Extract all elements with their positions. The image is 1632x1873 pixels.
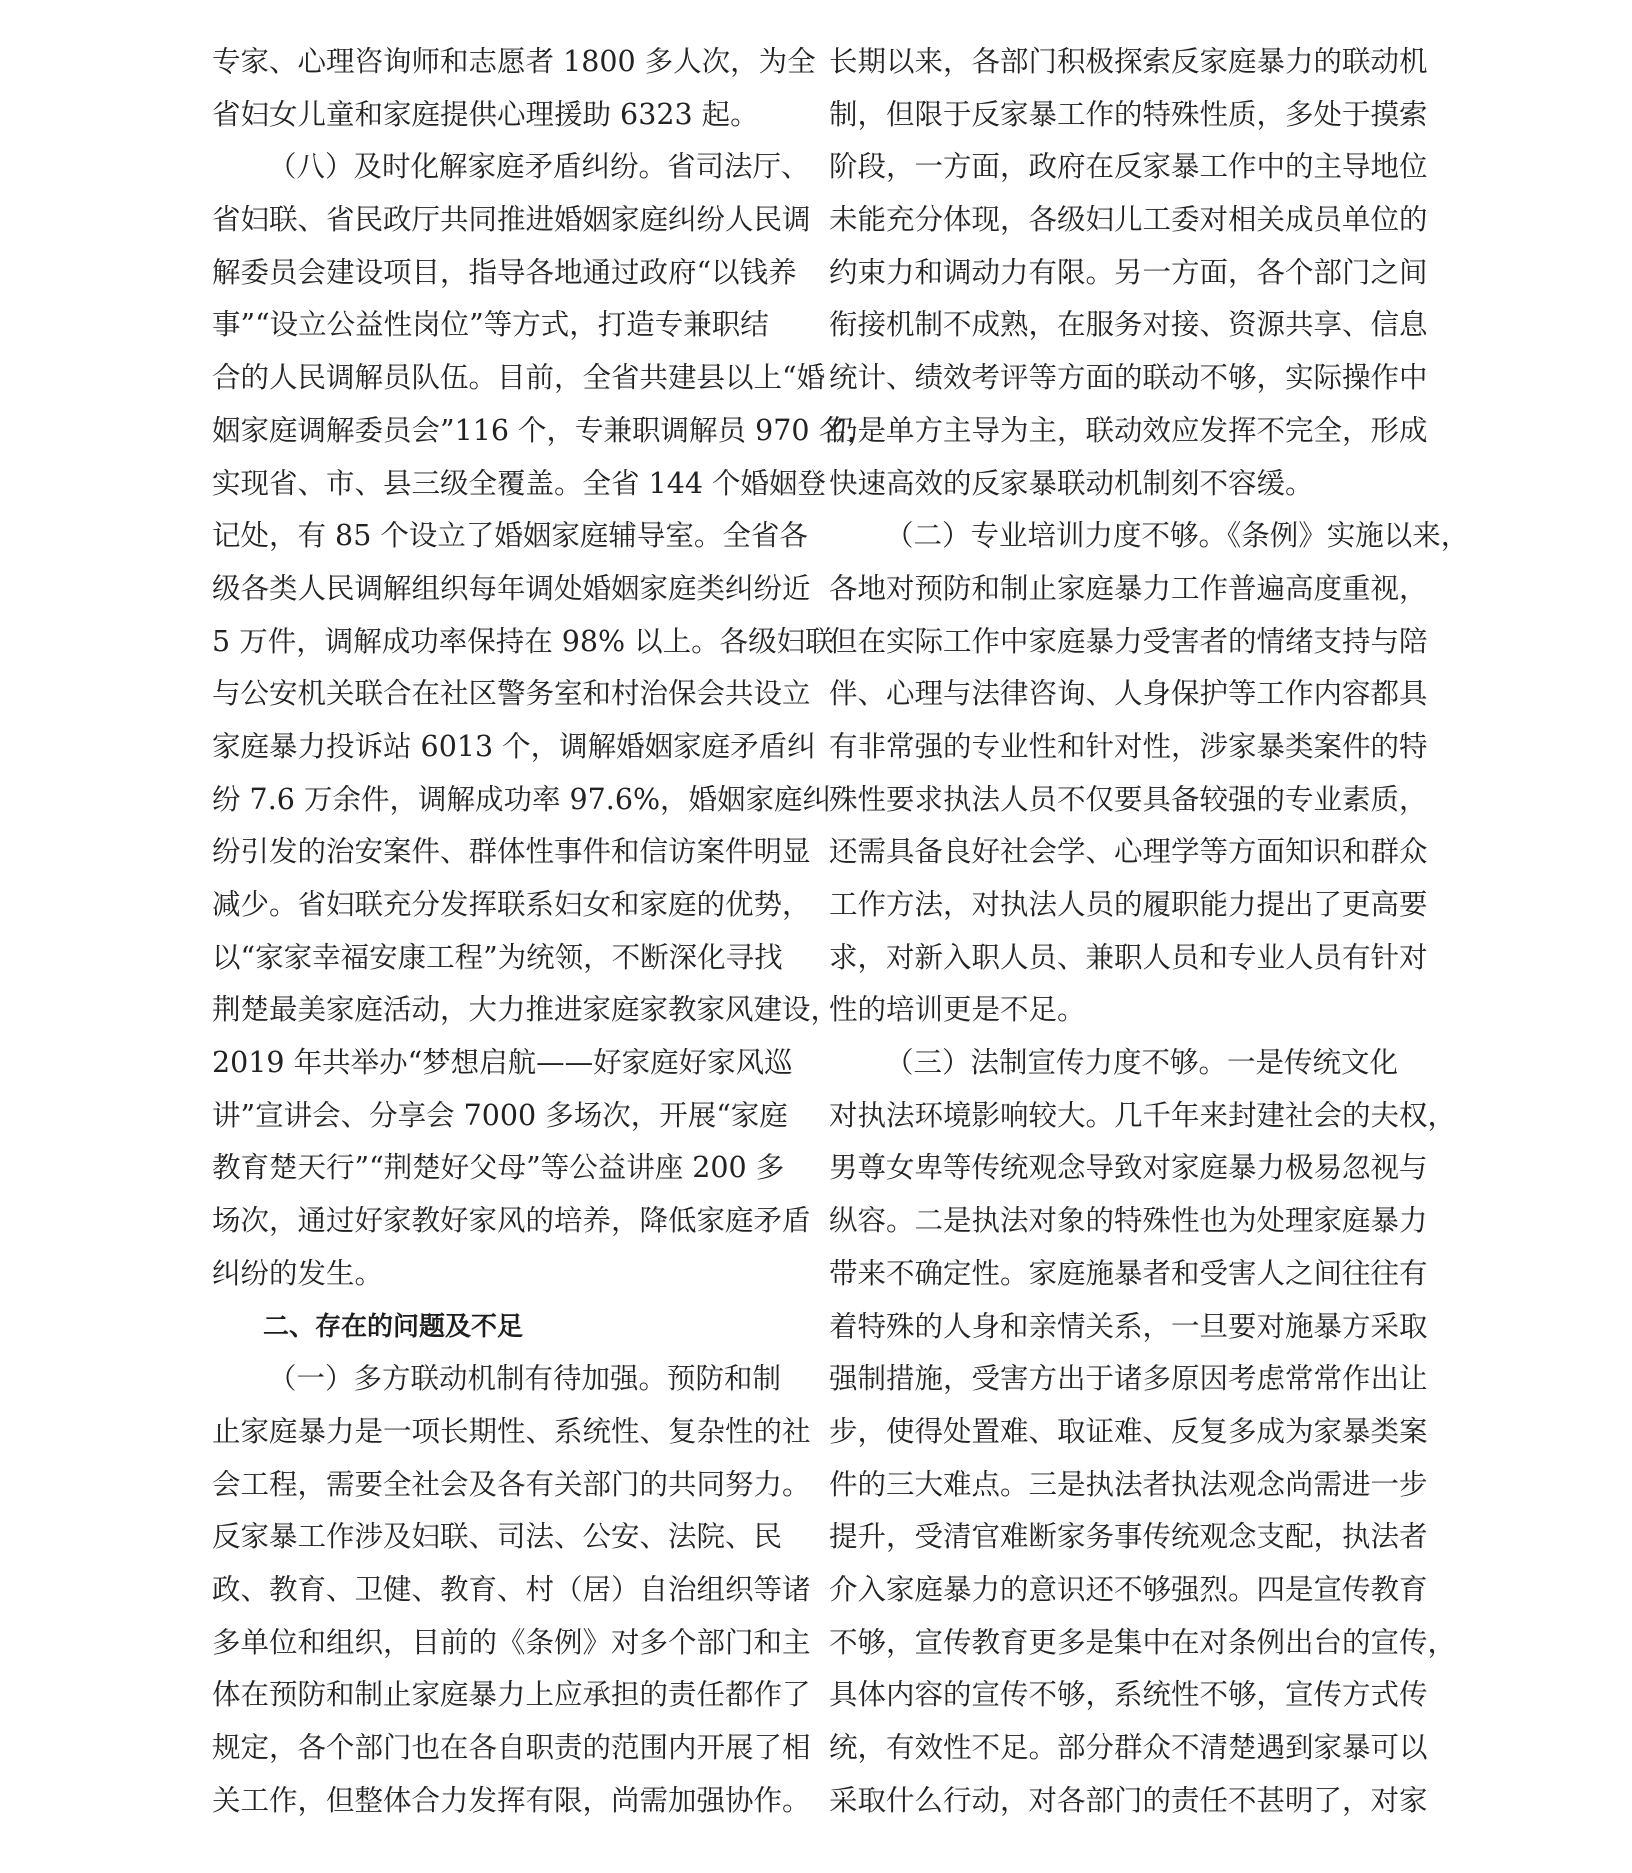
text-line: 体在预防和制止家庭暴力上应承担的责任都作了 (212, 1678, 811, 1712)
text-line: 减少。省妇联充分发挥联系妇女和家庭的优势， (212, 888, 811, 921)
text-line: 荆楚最美家庭活动，大力推进家庭家教家风建设， (212, 993, 840, 1027)
text-line: 纵容。二是执法对象的特殊性也为处理家庭暴力 (829, 1204, 1428, 1238)
text-line: 着特殊的人身和亲情关系，一旦要对施暴方采取 (829, 1309, 1428, 1343)
text-line: 强制措施，受害方出于诸多原因考虑常常作出让 (829, 1362, 1428, 1396)
text-line: 会工程，需要全社会及各有关部门的共同努力。 (212, 1467, 811, 1501)
text-line: 纷引发的治安案件、群体性事件和信访案件明显 (212, 835, 811, 869)
text-line: 场次，通过好家教好家风的培养，降低家庭矛盾 (212, 1204, 811, 1238)
text-line: 姻家庭调解委员会”116 个，专兼职调解员 970 名， (212, 413, 876, 447)
text-line: 快速高效的反家暴联动机制刻不容缓。 (829, 466, 1314, 500)
text-line: 统，有效性不足。部分群众不清楚遇到家暴可以 (829, 1731, 1428, 1764)
text-line: 级各类人民调解组织每年调处婚姻家庭类纠纷近 (212, 571, 811, 605)
text-line: （一）多方联动机制有待加强。预防和制 (268, 1362, 782, 1396)
text-line: 省妇女儿童和家庭提供心理援助 6323 起。 (212, 97, 759, 131)
text-line: 与公安机关联合在社区警务室和村治保会共设立 (212, 677, 811, 711)
text-line: 还需具备良好社会学、心理学等方面知识和群众 (829, 835, 1428, 869)
text-line: 教育楚天行”“荆楚好父母”等公益讲座 200 多 (212, 1151, 785, 1185)
text-line: 专家、心理咨询师和志愿者 1800 多人次，为全 (212, 45, 816, 78)
text-line: 有非常强的专业性和针对性，涉家暴类案件的特 (829, 729, 1428, 763)
text-line: 求，对新入职人员、兼职人员和专业人员有针对 (829, 940, 1428, 974)
text-line: 家庭暴力投诉站 6013 个，调解婚姻家庭矛盾纠 (212, 729, 816, 763)
text-line: （三）法制宣传力度不够。一是传统文化 (885, 1046, 1399, 1080)
text-line: 事”“设立公益性岗位”等方式，打造专兼职结 (212, 308, 769, 342)
section-heading: 二、存在的问题及不足 (263, 1311, 524, 1342)
text-line: 长期以来，各部门积极探索反家庭暴力的联动机 (829, 45, 1428, 78)
text-line: 仍是单方主导为主，联动效应发挥不完全，形成 (829, 413, 1428, 447)
text-line: 约束力和调动力有限。另一方面，各个部门之间 (829, 255, 1428, 289)
text-line: 男尊女卑等传统观念导致对家庭暴力极易忽视与 (829, 1151, 1428, 1185)
text-line: 性的培训更是不足。 (829, 993, 1086, 1027)
left-text-column (212, 36, 876, 1827)
text-line: 伴、心理与法律咨询、人身保护等工作内容都具 (829, 677, 1428, 711)
text-line: 合的人民调解员队伍。目前，全省共建县以上“婚 (212, 361, 826, 395)
text-line: 对执法环境影响较大。几千年来封建社会的夫权， (829, 1098, 1457, 1132)
text-line: 步，使得处置难、取证难、反复多成为家暴类案 (829, 1414, 1428, 1448)
text-line: 2019 年共举办“梦想启航——好家庭好家风巡 (212, 1046, 793, 1080)
text-line: 规定，各个部门也在各自职责的范围内开展了相 (212, 1731, 811, 1764)
text-line: （二）专业培训力度不够。《条例》实施以来， (885, 519, 1470, 553)
text-line: 纷 7.6 万余件，调解成功率 97.6%，婚姻家庭纠 (212, 782, 832, 816)
text-line: 件的三大难点。三是执法者执法观念尚需进一步 (829, 1467, 1428, 1501)
text-line: 反家暴工作涉及妇联、司法、公安、法院、民 (212, 1520, 783, 1554)
text-line: 以“家家幸福安康工程”为统领，不断深化寻找 (212, 940, 783, 974)
text-line: 制，但限于反家暴工作的特殊性质，多处于摸索 (829, 97, 1428, 131)
text-line: 带来不确定性。家庭施暴者和受害人之间往往有 (829, 1256, 1428, 1290)
text-line: 5 万件，调解成功率保持在 98% 以上。各级妇联 (212, 624, 834, 658)
text-line: 统计、绩效考评等方面的联动不够，实际操作中 (829, 361, 1428, 395)
text-line: 省妇联、省民政厅共同推进婚姻家庭纠纷人民调 (212, 203, 811, 237)
text-line: 阶段，一方面，政府在反家暴工作中的主导地位 (829, 150, 1428, 184)
text-line: 多单位和组织，目前的《条例》对多个部门和主 (212, 1625, 811, 1659)
text-line: 介入家庭暴力的意识还不够强烈。四是宣传教育 (829, 1572, 1428, 1606)
text-line: 实现省、市、县三级全覆盖。全省 144 个婚姻登 (212, 466, 827, 500)
text-line: 采取什么行动，对各部门的责任不甚明了，对家 (829, 1783, 1428, 1817)
text-line: 纠纷的发生。 (212, 1256, 384, 1290)
text-line: 讲”宣讲会、分享会 7000 多场次，开展“家庭 (212, 1098, 788, 1132)
text-line: 工作方法，对执法人员的履职能力提出了更高要 (829, 888, 1428, 921)
text-line: 但在实际工作中家庭暴力受害者的情绪支持与陪 (829, 624, 1428, 658)
text-line: 不够，宣传教育更多是集中在对条例出台的宣传， (829, 1625, 1457, 1659)
text-line: 衔接机制不成熟，在服务对接、资源共享、信息 (829, 308, 1428, 342)
text-line: 殊性要求执法人员不仅要具备较强的专业素质， (829, 782, 1428, 816)
text-line: 未能充分体现，各级妇儿工委对相关成员单位的 (829, 203, 1428, 237)
text-line: 记处，有 85 个设立了婚姻家庭辅导室。全省各 (212, 519, 808, 553)
text-line: 政、教育、卫健、教育、村（居）自治组织等诸 (212, 1572, 811, 1606)
text-line: （八）及时化解家庭矛盾纠纷。省司法厅、 (268, 150, 810, 184)
text-line: 关工作，但整体合力发挥有限，尚需加强协作。 (212, 1783, 811, 1817)
text-line: 具体内容的宣传不够，系统性不够，宣传方式传 (829, 1678, 1428, 1712)
right-text-column (829, 36, 1470, 1827)
text-line: 解委员会建设项目，指导各地通过政府“以钱养 (212, 255, 797, 289)
text-line: 提升，受清官难断家务事传统观念支配，执法者 (829, 1520, 1428, 1554)
text-line: 各地对预防和制止家庭暴力工作普遍高度重视， (829, 571, 1428, 605)
text-line: 止家庭暴力是一项长期性、系统性、复杂性的社 (212, 1414, 811, 1448)
